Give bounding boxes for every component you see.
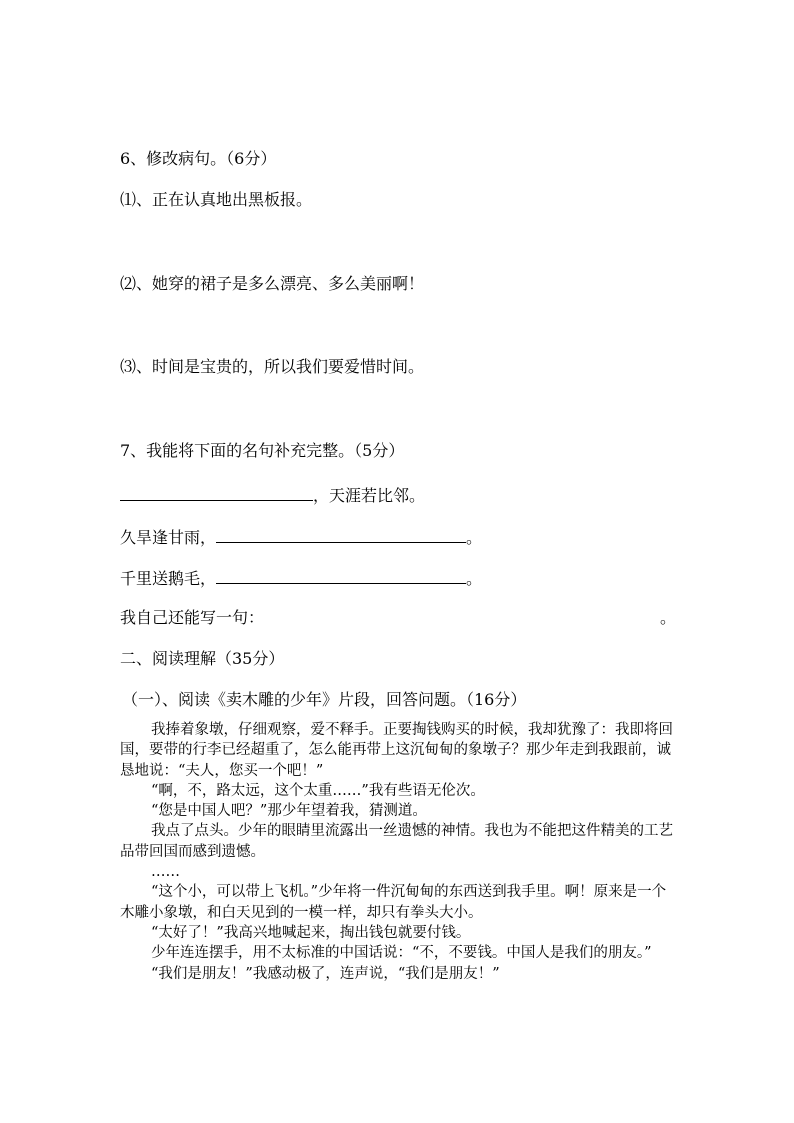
q7-line-2-end: 。 (466, 528, 483, 547)
passage-paragraph-7: 少年连连摆手，用不太标准的中国话说：“不，不要钱。中国人是我们的朋友。” (151, 945, 652, 962)
q6-item-3: ⑶、时间是宝贵的，所以我们要爱惜时间。 (120, 357, 425, 376)
q7-line-1 (120, 484, 425, 506)
reading-passage (120, 720, 675, 984)
answer-blank-3[interactable] (216, 567, 466, 584)
answer-blank-1[interactable] (120, 484, 313, 501)
q6-item-1: ⑴、正在认真地出黑板报。 (120, 190, 313, 209)
q7-line-2-text: 久旱逢甘雨， (120, 528, 217, 547)
passage-paragraph-1: 我捧着象墩，仔细观察，爱不释手。正要掏钱购买的时候，我却犹豫了：我即将回国，要带的行李已经超重了，怎么能再带上这沉甸甸的象墩子？那少年走到我跟前，诚恳地说：“夫人，您买一个吧！” (120, 722, 673, 779)
passage-paragraph-3: “您是中国人吧？”那少年望着我，猜测道。 (151, 803, 427, 820)
q7-heading: 7、我能将下面的名句补充完整。（5分） (120, 441, 405, 460)
q7-line-1-text: ，天涯若比邻。 (313, 486, 426, 505)
q7-line-3-end: 。 (466, 569, 483, 588)
passage-paragraph-5: “这个小，可以带上飞机。”少年将一件沉甸甸的东西送到我手里。啊！原来是一个木雕小象墩，和白天见到的一模一样，却只有拳头大小。 (120, 884, 667, 921)
section2-heading: 二、阅读理解（35分） (120, 649, 285, 668)
passage-paragraph-6: “太好了！”我高兴地喊起来，掏出钱包就要付钱。 (151, 924, 471, 941)
passage-paragraph-8: “我们是朋友！”我感动极了，连声说，“我们是朋友！” (151, 965, 500, 982)
passage-ellipsis: …… (151, 864, 180, 881)
q7-line-4-text: 我自己还能写一句： (120, 608, 265, 627)
q6-item-2: ⑵、她穿的裙子是多么漂亮、多么美丽啊！ (120, 274, 425, 293)
q7-line-3 (120, 567, 482, 589)
passage-paragraph-4: 我点了点头。少年的眼睛里流露出一丝遗憾的神情。我也为不能把这件精美的工艺品带回国而感到遗憾。 (120, 823, 673, 860)
section2-sub-heading: （一）、阅读《卖木雕的少年》片段，回答问题。（16分） (122, 690, 527, 709)
passage-paragraph-2: “啊，不，路太远，这个太重……”我有些语无伦次。 (151, 782, 485, 799)
q7-line-4 (120, 608, 675, 628)
q7-line-4-end: 。 (660, 608, 677, 627)
q7-line-3-text: 千里送鹅毛， (120, 569, 217, 588)
answer-blank-2[interactable] (216, 526, 466, 543)
q7-line-2 (120, 526, 482, 548)
q6-heading: 6、修改病句。（6分） (120, 149, 277, 168)
